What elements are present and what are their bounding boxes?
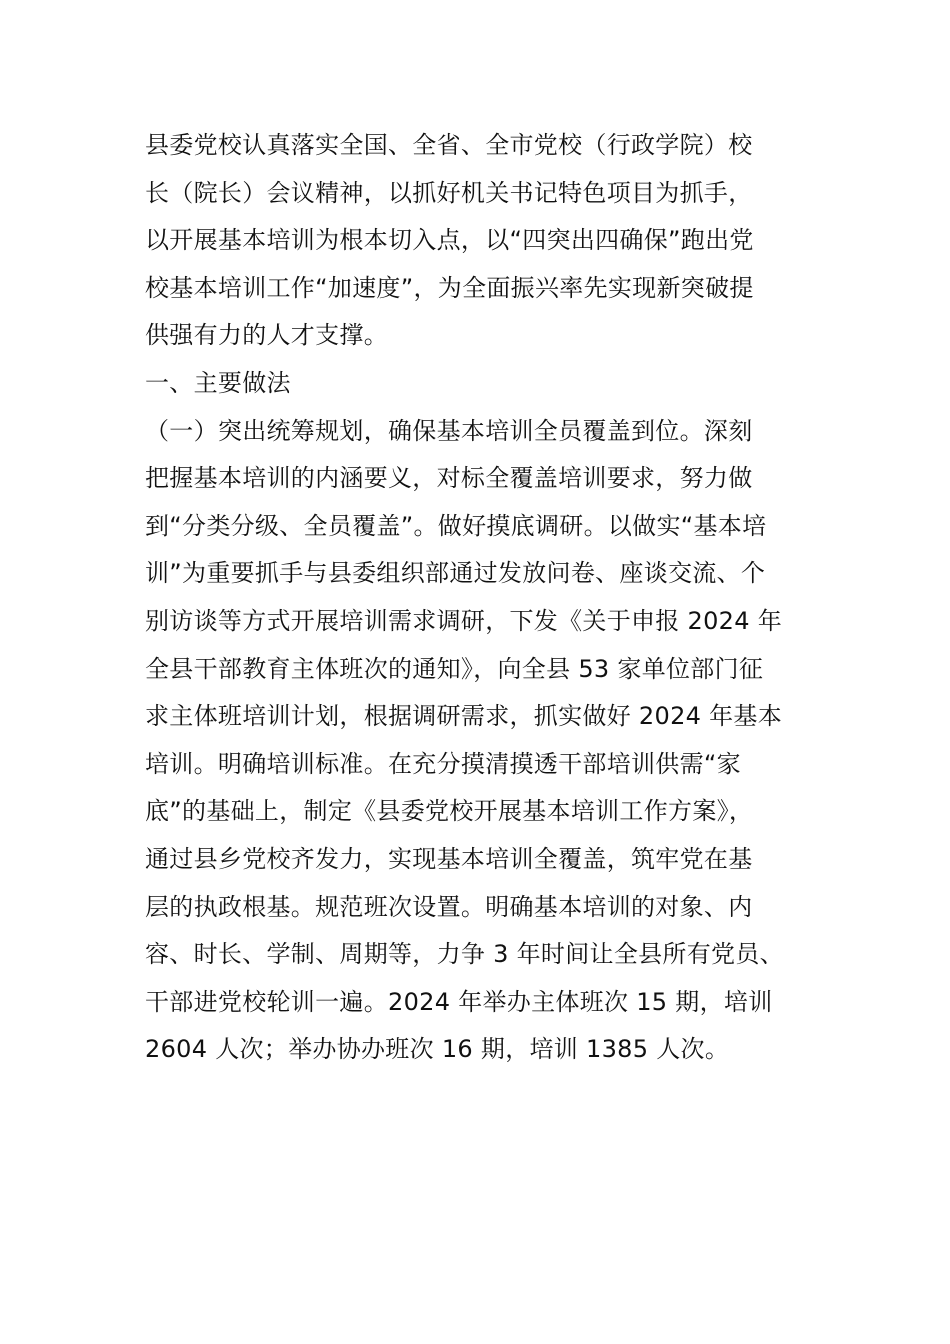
intro-line: 县委党校认真落实全国、全省、全市党校（行政学院）校 [145, 131, 753, 159]
subsection-line: 把握基本培训的内涵要义，对标全覆盖培训要求，努力做 [145, 464, 753, 493]
subsection-line: 训”为重要抓手与县委组织部通过发放问卷、座谈交流、个 [145, 559, 766, 588]
subsection-line: 层的执政根基。规范班次设置。明确基本培训的对象、内 [145, 892, 753, 921]
subsection-line: 容、时长、学制、周期等，力争 3 年时间让全县所有党员、 [145, 940, 784, 969]
intro-line: 校基本培训工作“加速度”，为全面振兴率先实现新突破提 [145, 273, 754, 302]
subsection-line: 底”的基础上，制定《县委党校开展基本培训工作方案》， [145, 797, 754, 826]
subsection-line: 2604 人次；举办协办班次 16 期，培训 1385 人次。 [145, 1035, 730, 1064]
subsection-line: 培训。明确培训标准。在充分摸清摸透干部培训供需“家 [145, 749, 741, 778]
intro-line: 长（院长）会议精神，以抓好机关书记特色项目为抓手， [145, 178, 753, 207]
subsection-line: 到“分类分级、全员覆盖”。做好摸底调研。以做实“基本培 [145, 511, 767, 540]
subsection-line: 别访谈等方式开展培训需求调研，下发《关于申报 2024 年 [145, 606, 783, 635]
subsection-line: 干部进党校轮训一遍。2024 年举办主体班次 15 期，培训 [145, 987, 773, 1016]
document-body [145, 122, 815, 1074]
subsection-line: 全县干部教育主体班次的通知》，向全县 53 家单位部门征 [145, 654, 764, 683]
subsection-line: 通过县乡党校齐发力，实现基本培训全覆盖，筑牢党在基 [145, 844, 753, 873]
subsection-line: （一）突出统筹规划，确保基本培训全员覆盖到位。深刻 [145, 416, 753, 445]
intro-line: 以开展基本培训为根本切入点，以“四突出四确保”跑出党 [145, 226, 754, 255]
section-heading: 一、主要做法 [145, 368, 291, 397]
subsection-line: 求主体班培训计划，根据调研需求，抓实做好 2024 年基本 [145, 702, 783, 731]
intro-line: 供强有力的人才支撑。 [145, 321, 388, 350]
